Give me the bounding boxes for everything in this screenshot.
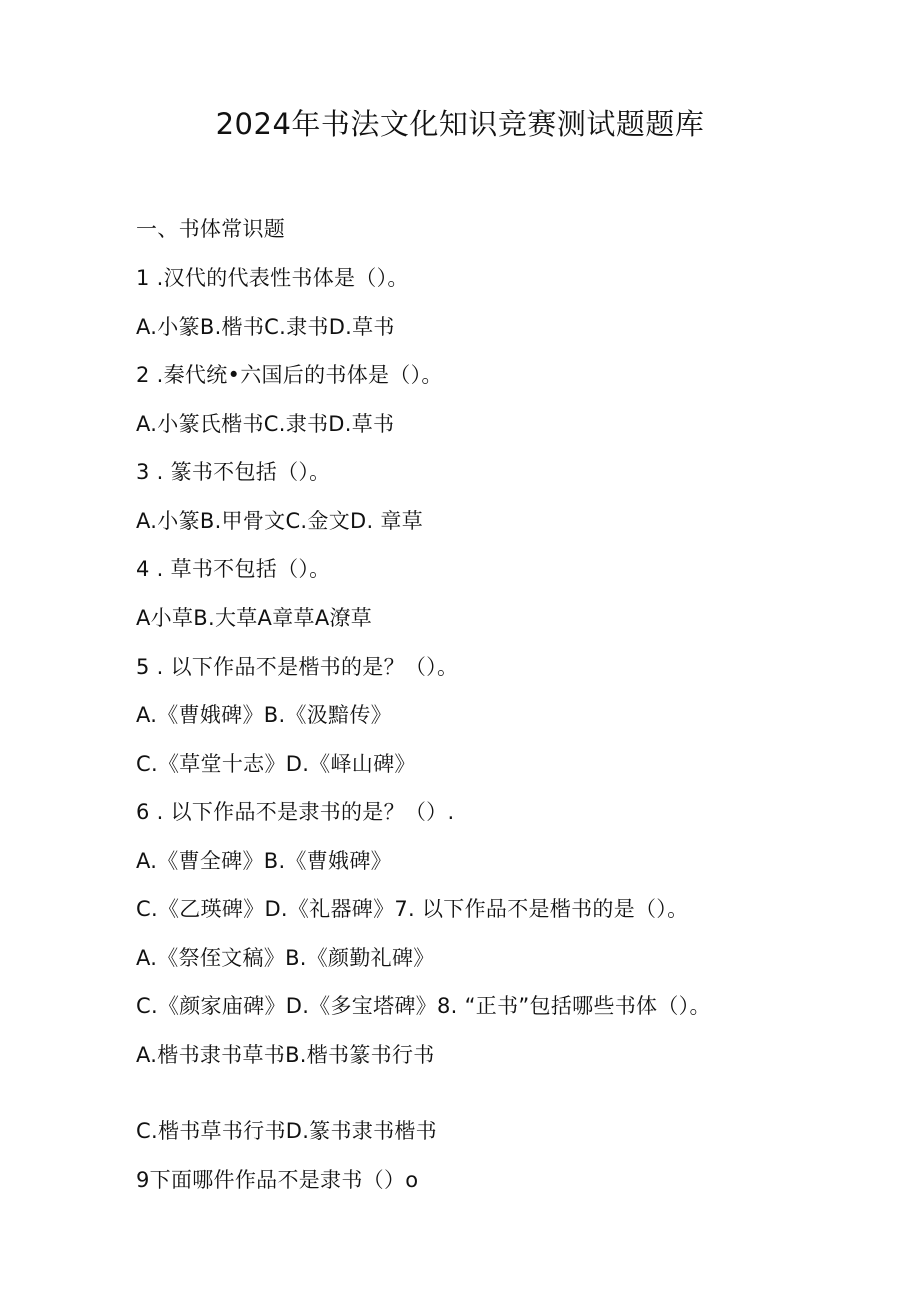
question-6-options-ab: A.《曹全碑》B.《曹娥碑》 (136, 849, 392, 873)
question-4-options: A小草B.大草A章草A潦草 (136, 606, 373, 630)
question-3: 3 . 篆书不包括（）。 (136, 460, 331, 484)
question-6: 6 . 以下作品不是隶书的是？（）. (136, 800, 455, 824)
question-2-options: A.小篆氏楷书C.隶书D.草书 (136, 412, 395, 436)
question-8-options-ab: A.楷书隶书草书B.楷书篆书行书 (136, 1043, 435, 1067)
question-1-options: A.小篆B.楷书C.隶书D.草书 (136, 315, 395, 339)
question-5-options-ab: A.《曹娥碑》B.《汲黯传》 (136, 703, 392, 727)
question-5-options-cd: C.《草堂十志》D.《峄山碑》 (136, 752, 416, 776)
question-5: 5 . 以下作品不是楷书的是？（）。 (136, 655, 459, 679)
question-8-options-cd: C.楷书草书行书D.篆书隶书楷书 (136, 1119, 437, 1143)
question-6-options-cd-question-7: C.《乙瑛碑》D.《礼器碑》7. 以下作品不是楷书的是（）。 (136, 897, 689, 921)
question-3-options: A.小篆B.甲骨文C.金文D. 章草 (136, 509, 424, 533)
question-7-options-ab: A.《祭侄文稿》B.《颜勤礼碑》 (136, 946, 435, 970)
document-title: 2024年书法文化知识竞赛测试题题库 (215, 107, 705, 141)
question-9: 9下面哪件作品不是隶书（）o (136, 1168, 419, 1192)
question-4: 4 . 草书不包括（）。 (136, 557, 331, 581)
question-7-options-cd-question-8: C.《颜家庙碑》D.《多宝塔碑》8. “正书”包括哪些书体（）。 (136, 994, 711, 1018)
question-2: 2 .秦代统•六国后的书体是（）。 (136, 363, 443, 387)
question-1: 1 .汉代的代表性书体是（）。 (136, 266, 409, 290)
section-heading: 一、书体常识题 (136, 217, 286, 241)
